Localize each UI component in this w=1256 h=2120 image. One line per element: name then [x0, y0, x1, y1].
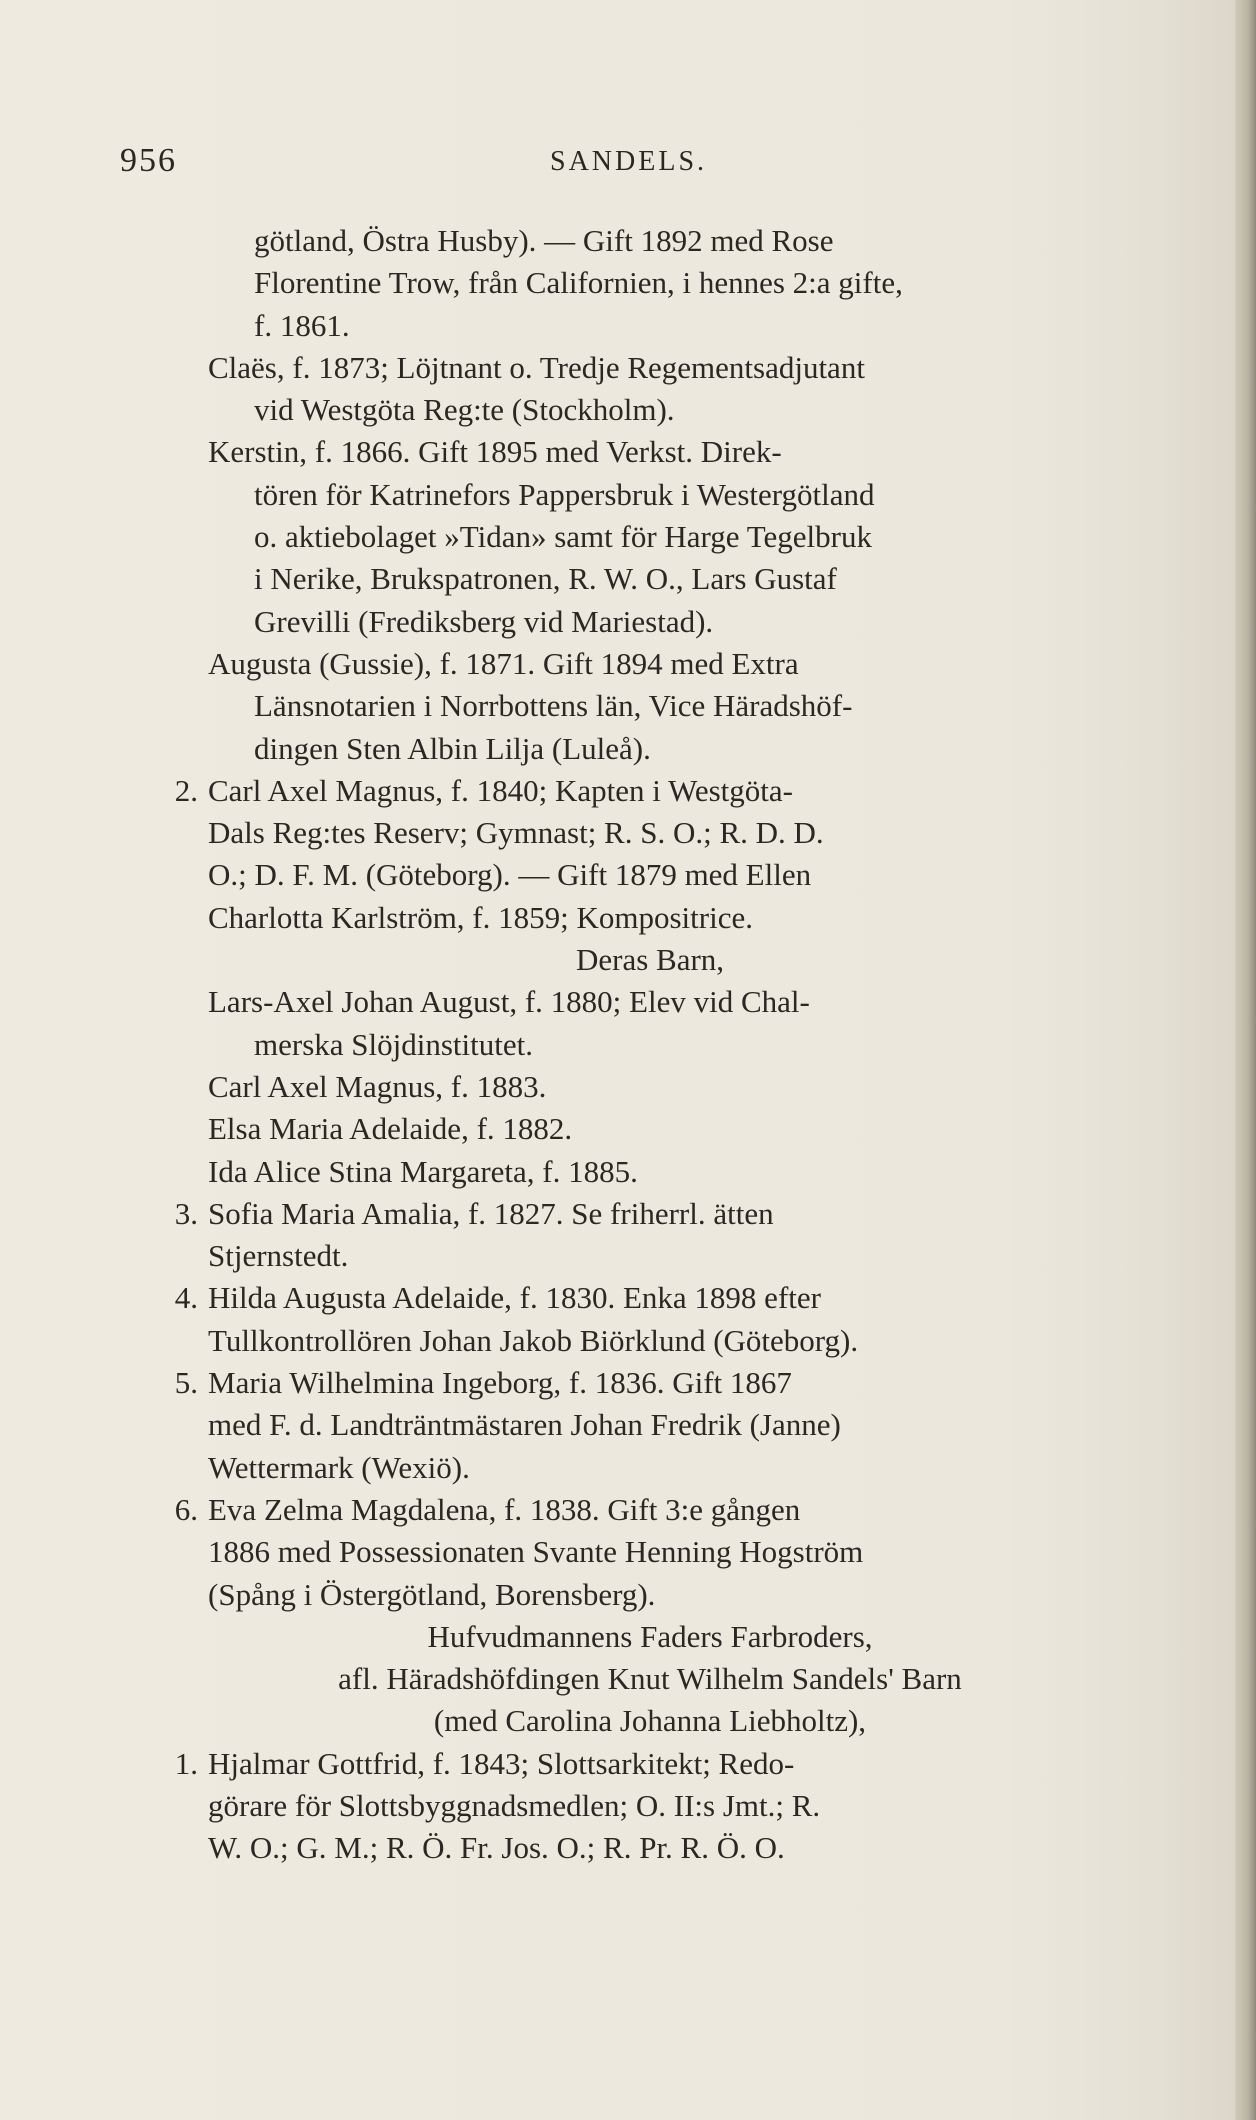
line-text: Stjernstedt.: [208, 1238, 349, 1274]
entry-number: 1.: [174, 1745, 198, 1781]
line-text: (med Carolina Johanna Liebholtz),: [433, 1703, 867, 1739]
text-line: [150, 1531, 1150, 1573]
line-text: Maria Wilhelmina Ingeborg, f. 1836. Gift 1867: [208, 1365, 792, 1401]
text-line: [150, 1235, 1150, 1277]
line-text: Wettermark (Wexiö).: [208, 1449, 470, 1485]
line-text: O.; D. F. M. (Göteborg). — Gift 1879 med Ellen: [208, 857, 812, 893]
line-text: vid Westgöta Reg:te (Stockholm).: [254, 392, 675, 428]
line-text: merska Slöjdinstitutet.: [254, 1026, 533, 1062]
line-text: i Nerike, Brukspatronen, R. W. O., Lars Gustaf: [254, 561, 837, 597]
line-text: afl. Häradshöfdingen Knut Wilhelm Sandels' Barn: [338, 1661, 962, 1697]
text-line: [150, 516, 1150, 558]
line-text: 1886 med Possessionaten Svante Henning Hogström: [208, 1534, 864, 1570]
text-line: [150, 262, 1150, 304]
text-line: [150, 1066, 1150, 1108]
text-line: [150, 1108, 1150, 1150]
entry-number: 3.: [174, 1195, 198, 1231]
text-line: [150, 1277, 1150, 1319]
line-text: Länsnotarien i Norrbottens län, Vice Häradshöf-: [254, 688, 853, 724]
text-line: [150, 1489, 1150, 1531]
line-text: Carl Axel Magnus, f. 1840; Kapten i Westgöta-: [208, 772, 793, 808]
text-line: [150, 1700, 1150, 1742]
text-line: [150, 220, 1150, 262]
running-head: SANDELS.: [550, 146, 708, 177]
line-text: Charlotta Karlström, f. 1859; Kompositrice.: [208, 899, 753, 935]
text-line: [150, 812, 1150, 854]
line-text: Elsa Maria Adelaide, f. 1882.: [208, 1111, 573, 1147]
text-line: [150, 1151, 1150, 1193]
line-text: Dals Reg:tes Reserv; Gymnast; R. S. O.; R. D. D.: [208, 815, 824, 851]
text-line: [150, 1404, 1150, 1446]
line-text: Augusta (Gussie), f. 1871. Gift 1894 med Extra: [208, 645, 799, 681]
text-line: [150, 854, 1150, 896]
line-text: tören för Katrinefors Pappersbruk i Westergötland: [254, 476, 875, 512]
text-line: [150, 897, 1150, 939]
line-text: Lars-Axel Johan August, f. 1880; Elev vid Chal-: [208, 984, 810, 1020]
text-line: [150, 431, 1150, 473]
text-line: [150, 305, 1150, 347]
text-line: [150, 1193, 1150, 1235]
text-line: [150, 643, 1150, 685]
text-line: [150, 1616, 1150, 1658]
book-spine: [1236, 0, 1256, 2120]
entry-number: 4.: [174, 1280, 198, 1316]
text-line: [150, 1658, 1150, 1700]
entry-number: 2.: [174, 772, 198, 808]
line-text: Ida Alice Stina Margareta, f. 1885.: [208, 1153, 638, 1189]
page-number: 956: [120, 142, 177, 179]
line-text: Hilda Augusta Adelaide, f. 1830. Enka 1898 efter: [208, 1280, 821, 1316]
text-line: [150, 558, 1150, 600]
line-text: Hufvudmannens Faders Farbroders,: [427, 1618, 873, 1654]
line-text: Eva Zelma Magdalena, f. 1838. Gift 3:e gången: [208, 1491, 801, 1527]
line-text: (Spång i Östergötland, Borensberg).: [208, 1576, 656, 1612]
text-line: [150, 474, 1150, 516]
text-line: [150, 770, 1150, 812]
line-text: götland, Östra Husby). — Gift 1892 med Rose: [254, 223, 834, 258]
text-line: [150, 1024, 1150, 1066]
line-text: Deras Barn,: [575, 942, 725, 978]
text-line: [150, 389, 1150, 431]
text-line: [150, 728, 1150, 770]
line-text: Sofia Maria Amalia, f. 1827. Se friherrl. ätten: [208, 1195, 774, 1231]
text-line: [150, 1743, 1150, 1785]
line-text: o. aktiebolaget »Tidan» samt för Harge Tegelbruk: [254, 519, 872, 555]
page-header: [120, 142, 1140, 182]
text-line: [150, 1827, 1150, 1869]
line-text: görare för Slottsbyggnadsmedlen; O. II:s Jmt.; R.: [208, 1787, 821, 1823]
text-line: [150, 1785, 1150, 1827]
text-line: [150, 1574, 1150, 1616]
text-line: [150, 1447, 1150, 1489]
text-line: [150, 1320, 1150, 1362]
line-text: Grevilli (Frediksberg vid Mariestad).: [254, 603, 714, 639]
text-line: [150, 685, 1150, 727]
text-line: [150, 939, 1150, 981]
line-text: Claës, f. 1873; Löjtnant o. Tredje Regementsadjutant: [208, 349, 865, 385]
line-text: f. 1861.: [254, 307, 350, 343]
line-text: Carl Axel Magnus, f. 1883.: [208, 1068, 547, 1104]
line-text: Kerstin, f. 1866. Gift 1895 med Verkst. Direk-: [208, 434, 782, 470]
text-line: [150, 1362, 1150, 1404]
line-text: W. O.; G. M.; R. Ö. Fr. Jos. O.; R. Pr. R. Ö. O.: [208, 1830, 785, 1866]
entry-number: 5.: [174, 1365, 198, 1401]
text-line: [150, 601, 1150, 643]
line-text: Hjalmar Gottfrid, f. 1843; Slottsarkitekt; Redo-: [208, 1745, 795, 1781]
line-text: Tullkontrollören Johan Jakob Biörklund (Göteborg).: [208, 1322, 859, 1358]
text-line: [150, 347, 1150, 389]
genealogy-text: [150, 220, 1150, 1870]
line-text: dingen Sten Albin Lilja (Luleå).: [254, 730, 651, 766]
entry-number: 6.: [174, 1491, 198, 1527]
line-text: Florentine Trow, från Californien, i hennes 2:a gifte,: [254, 265, 903, 301]
line-text: med F. d. Landträntmästaren Johan Fredrik (Janne): [208, 1407, 841, 1443]
text-line: [150, 981, 1150, 1023]
